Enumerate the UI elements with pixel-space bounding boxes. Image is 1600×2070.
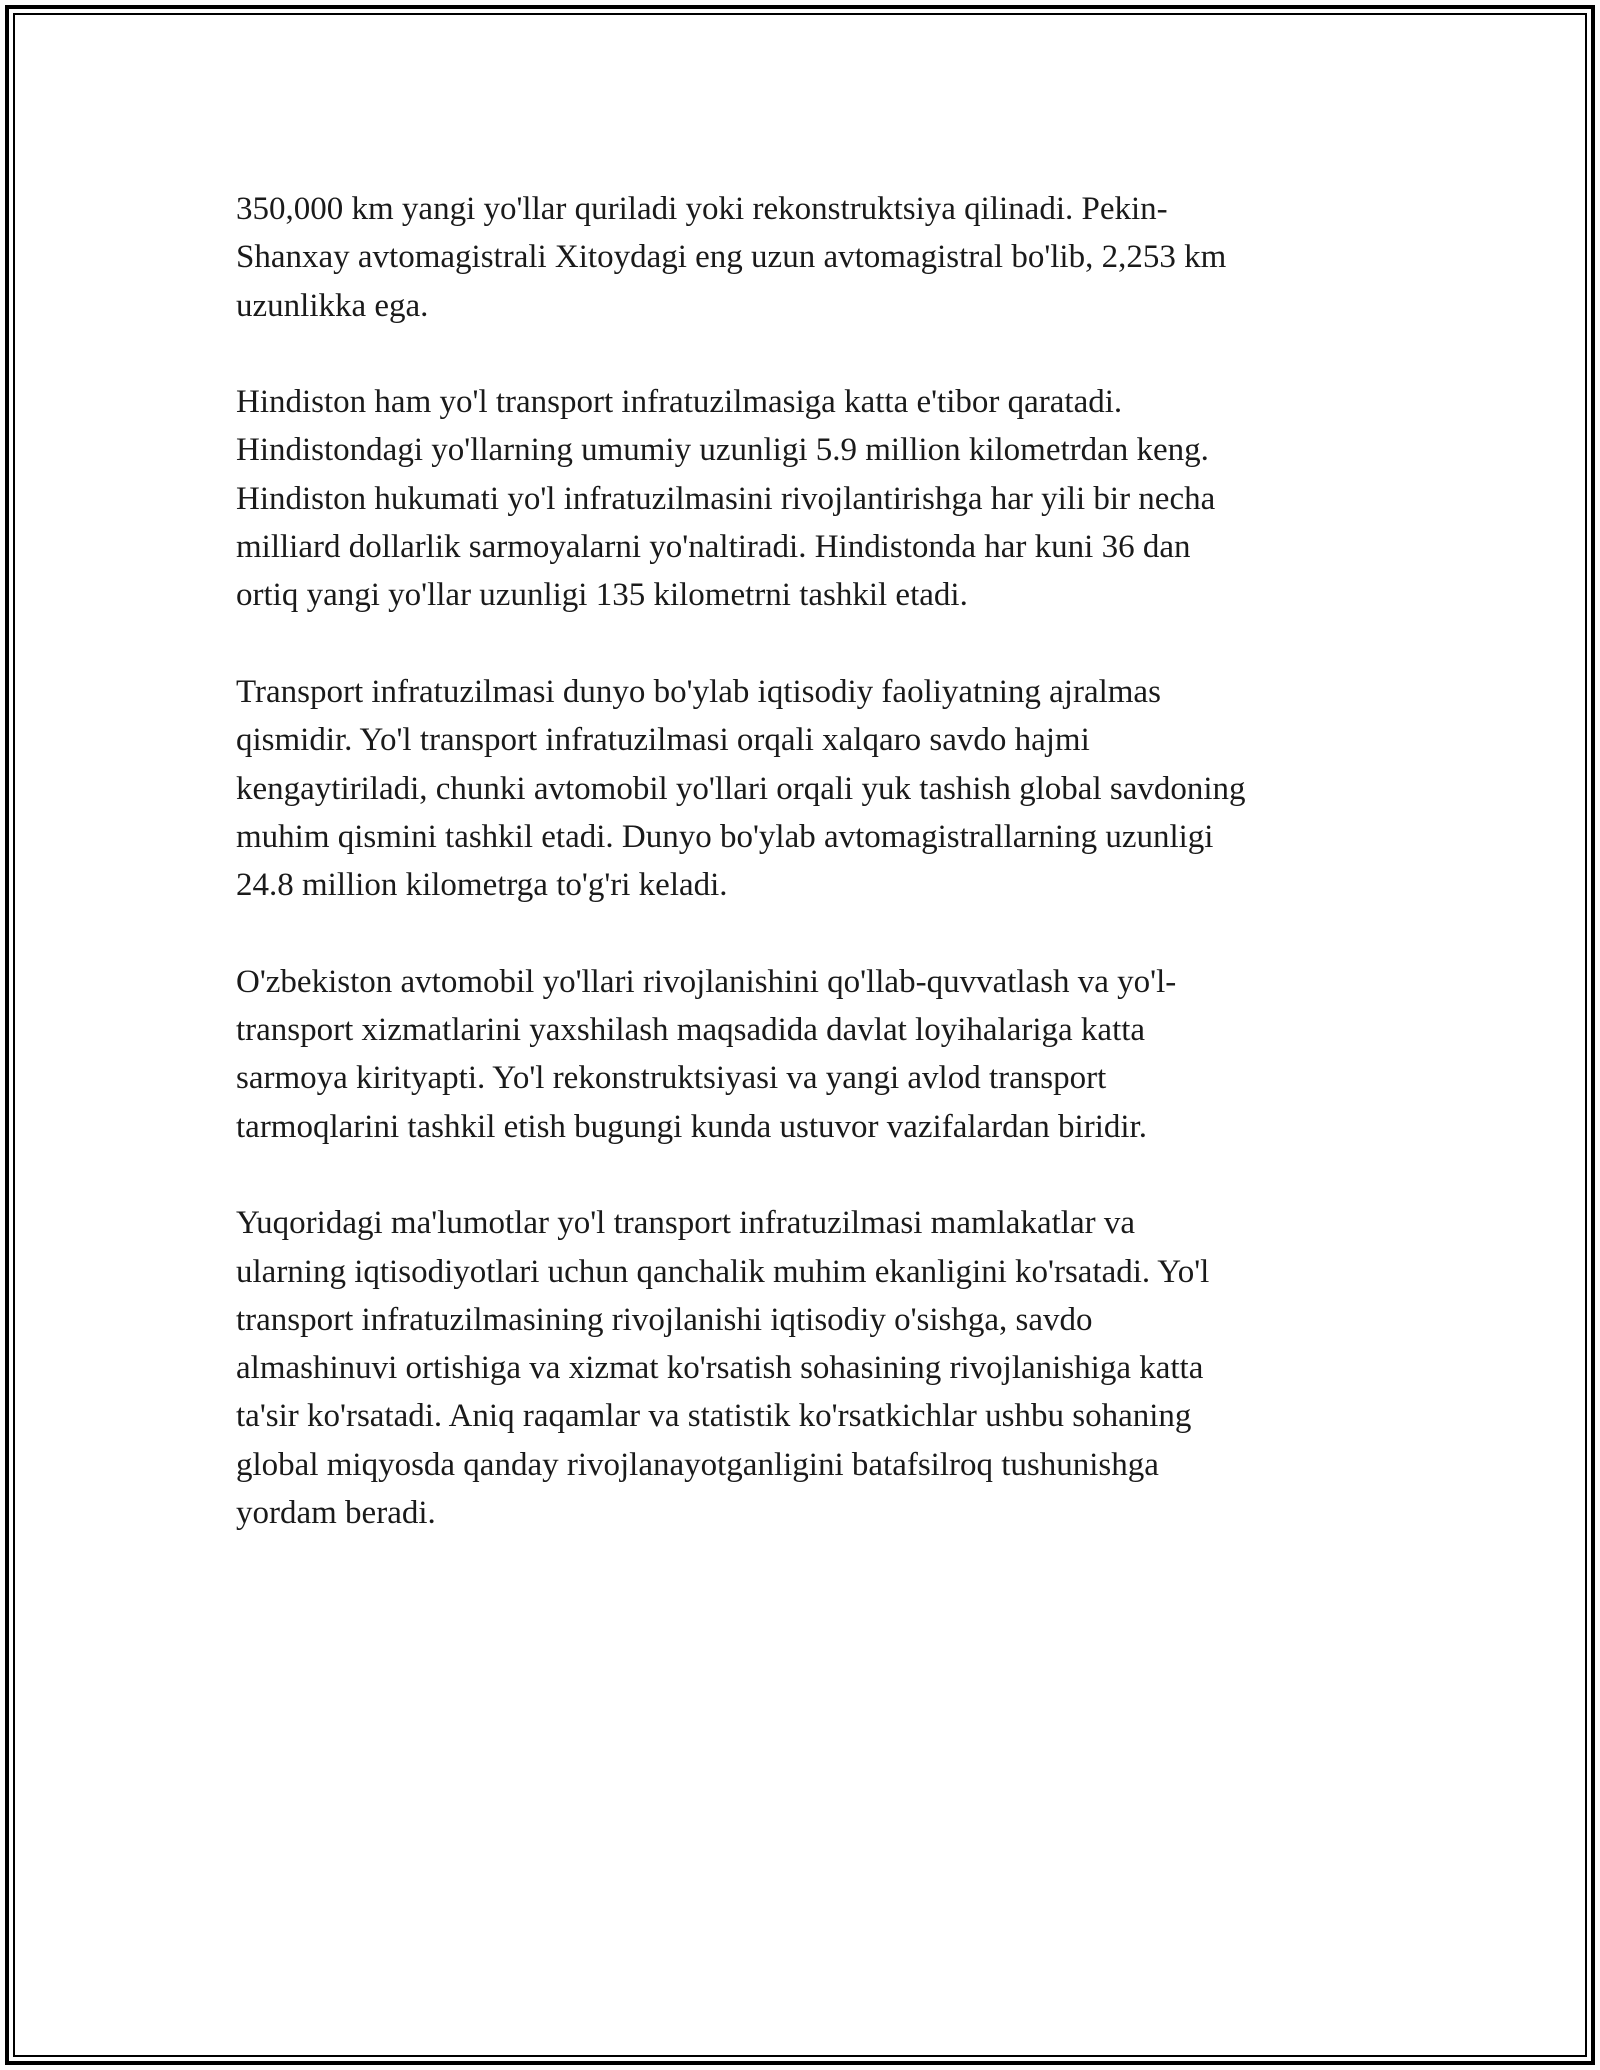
paragraph-global-transport: Transport infratuzilmasi dunyo bo'ylab iqtisodiy faoliyatning ajralmas qismidir. Yo'l transport infratuzilmasi orqali xalqaro savdo hajmi kengaytiriladi, chunki avtomobil yo'llari orqali yuk tashish global savdoning muhim qismini tashkil etadi. Dunyo bo'ylab avtomagistrallarning uzunligi 24.8 million kilometrga to'g'ri keladi. bbox=[236, 673, 1246, 904]
paragraph-india-roads: Hindiston ham yo'l transport infratuzilmasiga katta e'tibor qaratadi. Hindistondagi yo'llarning umumiy uzunligi 5.9 million kilometrdan keng. Hindiston hukumati yo'l infratuzilmasini rivojlantirishga har yili bir necha milliard dollarlik sarmoyalarni yo'naltiradi. Hindistonda har kuni 36 dan ortiq yangi yo'llar uzunligi 135 kilometrni tashkil etadi. bbox=[236, 384, 1216, 614]
document-body bbox=[236, 185, 1366, 1586]
paragraph-conclusion: Yuqoridagi ma'lumotlar yo'l transport infratuzilmasi mamlakatlar va ularning iqtisodiyotlari uchun qanchalik muhim ekanligini ko'rsatadi. Yo'l transport infratuzilmasining rivojlanishi iqtisodiy o'sishga, savdo almashinuvi ortishiga va xizmat ko'rsatish sohasining rivojlanishiga katta ta'sir ko'rsatadi. Aniq raqamlar va statistik ko'rsatkichlar ushbu sohaning global miqyosda qanday rivojlanayotganligini batafsilroq tushunishga yordam beradi. bbox=[236, 1205, 1210, 1532]
paragraph-china-highways: 350,000 km yangi yo'llar quriladi yoki rekonstruktsiya qilinadi. Pekin- Shanxay avtomagistrali Xitoydagi eng uzun avtomagistral bo'lib, 2,253 km uzunlikka ega. bbox=[236, 191, 1227, 324]
paragraph-uzbekistan-roads: O'zbekiston avtomobil yo'llari rivojlanishini qo'llab-quvvatlash va yo'l- transport xizmatlarini yaxshilash maqsadida davlat loyihalariga katta sarmoya kirityapti. Yo'l rekonstruktsiyasi va yangi avlod transport tarmoqlarini tashkil etish bugungi kunda ustuvor vazifalardan biridir. bbox=[236, 963, 1177, 1145]
